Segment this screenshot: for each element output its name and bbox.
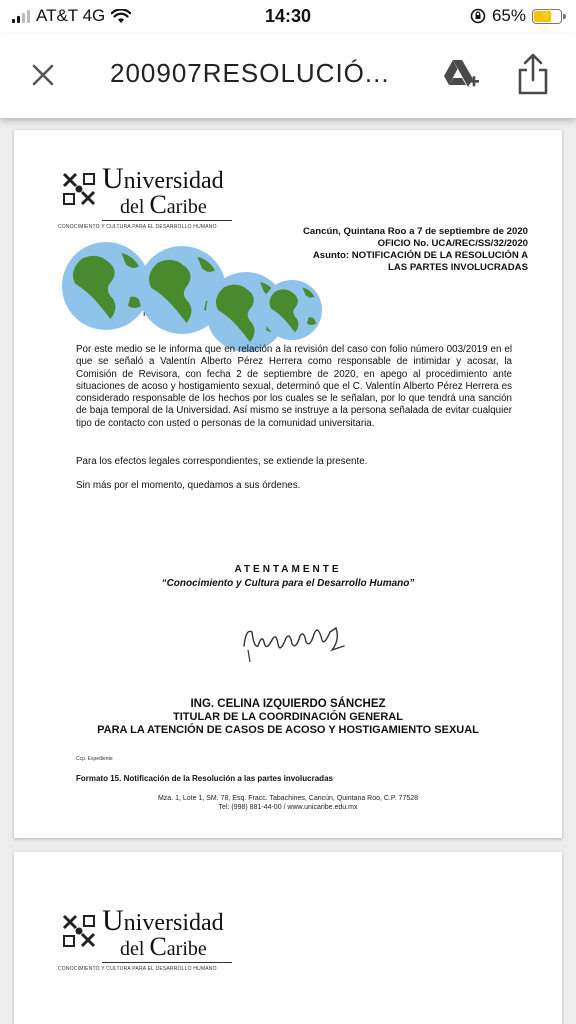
university-emblem-icon [58,168,100,210]
logo-caribe-initial: C [149,932,167,961]
close-icon[interactable] [26,58,60,92]
add-to-drive-icon[interactable] [440,54,480,94]
logo-caribe-initial: C [149,190,167,219]
logo-del-caribe [120,190,207,220]
asunto-line2: LAS PARTES INVOLUCRADAS [387,262,528,273]
university-emblem-icon [58,910,100,952]
logo-motto: CONOCIMIENTO Y CULTURA PARA EL DESARROLLO HUMANO [58,224,217,230]
orientation-lock-icon [470,8,486,24]
logo-caribe-rest: aribe [166,196,207,218]
pdf-page [14,130,562,838]
document-header-block [303,226,528,274]
logo-rule [102,962,232,963]
clock-time: 14:30 [264,6,312,26]
signer-block [14,698,562,737]
footer-address [14,794,562,812]
logo-universidad-initial: U [102,904,124,937]
globe-icon-4 [262,280,322,340]
share-icon[interactable] [514,52,552,96]
institutional-motto: “Conocimiento y Cultura para el Desarrollo Humano” [161,578,415,589]
status-right [470,6,562,26]
ccp-note: Ccp. Expediente [76,756,113,762]
logo-motto: CONOCIMIENTO Y CULTURA PARA EL DESARROLLO HUMANO [58,966,217,972]
asunto-line1: Asunto: NOTIFICACIÓN DE LA RESOLUCIÓN A [312,250,528,261]
body-paragraph-1: Por este medio se le informa que en relación a la revisión del caso con folio número 003/2019 en el que se señaló a Valentín Alberto Pérez Herrera como responsable de intimidar y acosar, la Comisión de Revisora, con fecha 2 de septiembre de 2020, en apego al procedimiento ante situaciones de acoso y hostigamiento sexual, determinó que el C. Valentín Alberto Pérez Herrera es considerado responsable de los hechos por los cuales se le señalan, por lo que tendrá una sanción de baja temporal de la Universidad. Así mismo se instruye a la persona señalada de evitar cualquier tipo de contacto con usted o personas de la comunidad universitaria. [76,344,512,429]
format-reference: Formato 15. Notificación de la Resolución a las partes involucradas [76,774,333,783]
viewer-toolbar [0,34,576,118]
globe-icon-1 [62,242,150,330]
pdf-page [14,852,562,1024]
logo-universidad-rest: niversidad [123,168,224,194]
university-logo [58,156,238,236]
battery-icon: ⚡ [532,9,562,24]
closing-atentamente: ATENTAMENTE [234,564,342,575]
address-line-1: Mza. 1, Lote 1, SM. 78, Esq. Fracc. Tabachines, Cancún, Quintana Roo, C.P. 77528 [157,795,419,802]
place-date: Cancún, Quintana Roo a 7 de septiembre de 2020 [303,226,528,237]
logo-del: del [120,196,145,218]
globe-emoji-overlay [58,230,328,360]
battery-percent: 65% [491,6,526,25]
body-paragraph-3: Sin más por el momento, quedamos a sus órdenes. [76,480,301,491]
carrier-label: AT&T 4G [36,6,106,25]
university-logo [58,898,238,978]
document-title: 200907RESOLUCIÓ... [110,58,390,88]
body-paragraph-2: Para los efectos legales correspondientes, se extiende la presente. [76,456,368,467]
logo-caribe-rest: aribe [166,938,207,960]
status-bar [0,0,576,34]
signer-title-2: PARA LA ATENCIÓN DE CASOS DE ACOSO Y HOSTIGAMIENTO SEXUAL [97,724,479,736]
oficio-number: OFICIO No. UCA/REC/SS/32/2020 [377,238,528,249]
logo-rule [102,220,232,221]
pdf-viewer[interactable] [0,118,576,1024]
signer-title-1: TITULAR DE LA COORDINACIÓN GENERAL [173,711,403,723]
logo-del: del [120,938,145,960]
signer-name: ING. CELINA IZQUIERDO SÁNCHEZ [190,698,386,710]
logo-universidad-rest: niversidad [123,910,224,936]
address-line-2: Tel: (998) 881-44-00 / www.unicaribe.edu.mx [218,804,358,811]
logo-universidad-initial: U [102,162,124,195]
logo-del-caribe [120,932,207,962]
handwritten-signature [236,606,356,666]
